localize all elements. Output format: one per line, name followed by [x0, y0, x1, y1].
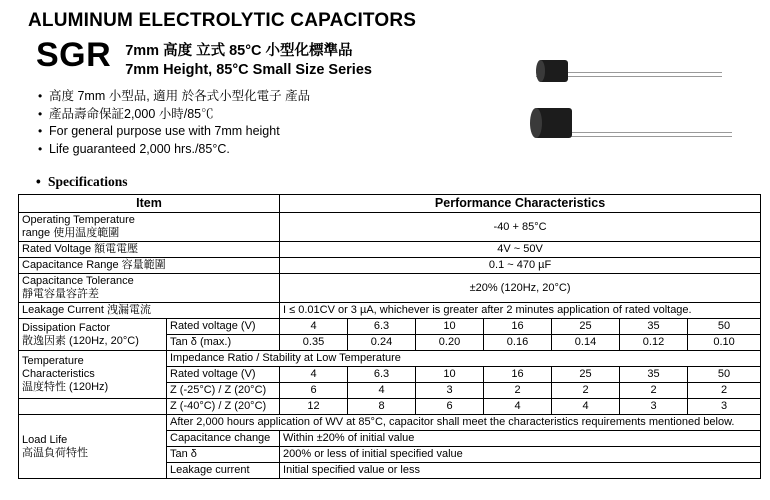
tc-z25-6: 2	[688, 383, 761, 399]
capacitor-image-large	[500, 92, 750, 142]
table-row	[19, 213, 761, 242]
table-row	[19, 303, 761, 319]
df-voltage-3: 16	[484, 319, 552, 335]
series-description	[125, 36, 372, 80]
df-tan-5: 0.12	[620, 335, 688, 351]
table-row	[19, 351, 761, 367]
tc-z25-2: 3	[416, 383, 484, 399]
row-label-line-1: Temperature	[22, 355, 84, 367]
subrow-label-leakage-current: Leakage current	[167, 463, 280, 479]
subrow-value-capacitance-change: Within ±20% of initial value	[280, 431, 761, 447]
df-tan-0: 0.35	[280, 335, 348, 351]
specifications-heading: • Specifications	[36, 174, 756, 190]
row-label-leakage-current: Leakage Current 洩漏電流	[19, 303, 280, 319]
subrow-label-rated-voltage: Rated voltage (V)	[167, 367, 280, 383]
row-value-operating-temperature: -40 + 85°C	[280, 213, 761, 242]
tc-voltage-4: 25	[552, 367, 620, 383]
subrow-value-tan-delta: 200% or less of initial specified value	[280, 447, 761, 463]
column-header-item: Item	[19, 195, 280, 213]
row-label-line-1: Load Life	[22, 433, 68, 446]
row-label-rated-voltage: Rated Voltage 額電電壓	[19, 242, 280, 258]
tc-z40-3: 4	[484, 399, 552, 415]
page-title: ALUMINUM ELECTROLYTIC CAPACITORS	[28, 10, 417, 31]
tc-z40-4: 4	[552, 399, 620, 415]
tc-voltage-1: 6.3	[348, 367, 416, 383]
df-voltage-0: 4	[280, 319, 348, 335]
specifications-table	[18, 194, 761, 479]
df-tan-6: 0.10	[688, 335, 761, 351]
row-label-line-1: Operating Temperature	[22, 214, 135, 226]
list-item: • Life guaranteed 2,000 hrs./85°C.	[38, 141, 756, 159]
tc-z40-6: 3	[688, 399, 761, 415]
tc-z40-2: 6	[416, 399, 484, 415]
row-label-line-1: Capacitance Tolerance	[22, 275, 134, 287]
tc-z40-0: 12	[280, 399, 348, 415]
capacitor-image-small	[536, 38, 756, 82]
column-header-performance: Performance Characteristics	[280, 195, 761, 213]
tc-z25-1: 4	[348, 383, 416, 399]
subrow-label-z40: Z (-40°C) / Z (20°C)	[167, 399, 280, 415]
capacitor-top	[530, 108, 542, 138]
subrow-label-z25: Z (-25°C) / Z (20°C)	[167, 383, 280, 399]
table-row	[19, 258, 761, 274]
row-label-line-2: 散逸因素 (120Hz, 20°C)	[22, 334, 139, 347]
row-value-leakage-current: I ≤ 0.01CV or 3 µA, whichever is greater after 2 minutes application of rated voltage.	[280, 303, 761, 319]
row-label-line-1: Dissipation Factor	[22, 321, 111, 334]
row-label-temperature-characteristics	[19, 351, 167, 399]
table-row	[19, 274, 761, 303]
subrow-label-tan-delta: Tan δ (max.)	[167, 335, 280, 351]
capacitor-lead	[552, 136, 732, 137]
df-voltage-4: 25	[552, 319, 620, 335]
df-voltage-1: 6.3	[348, 319, 416, 335]
row-value-capacitance-range: 0.1 ~ 470 µF	[280, 258, 761, 274]
capacitor-top	[536, 60, 545, 82]
row-label-load-life	[19, 415, 167, 479]
df-voltage-6: 50	[688, 319, 761, 335]
table-row	[19, 415, 761, 431]
table-row	[19, 242, 761, 258]
load-life-header: After 2,000 hours application of WV at 85°C, capacitor shall meet the characteristics requirements mentioned below.	[167, 415, 761, 431]
tc-voltage-3: 16	[484, 367, 552, 383]
series-desc-line-2: 7mm Height, 85°C Small Size Series	[125, 62, 372, 78]
row-label-dissipation-factor	[19, 319, 167, 351]
list-item: • 高度 7mm 小型品, 適用 於各式小型化電子 產品	[38, 88, 756, 106]
subrow-label-tan-delta: Tan δ	[167, 447, 280, 463]
row-label-line-3: 温度特性 (120Hz)	[22, 381, 109, 393]
tc-z40-1: 8	[348, 399, 416, 415]
row-value-rated-voltage: 4V ~ 50V	[280, 242, 761, 258]
tc-z25-5: 2	[620, 383, 688, 399]
table-row	[19, 399, 761, 415]
row-label-capacitance-tolerance	[19, 274, 280, 303]
row-label-line-2: Characteristics	[22, 368, 95, 380]
capacitor-lead	[552, 132, 732, 133]
df-voltage-5: 35	[620, 319, 688, 335]
row-label-line-2: range 使用温度範圍	[22, 227, 120, 239]
df-tan-3: 0.16	[484, 335, 552, 351]
tc-z25-3: 2	[484, 383, 552, 399]
spacer-cell	[19, 399, 167, 415]
subrow-value-leakage-current: Initial specified value or less	[280, 463, 761, 479]
series-desc-line-1: 7mm 高度 立式 85°C 小型化標準品	[125, 43, 353, 59]
tc-voltage-0: 4	[280, 367, 348, 383]
list-item: • For general purpose use with 7mm height	[38, 123, 756, 141]
df-tan-4: 0.14	[552, 335, 620, 351]
tc-z40-5: 3	[620, 399, 688, 415]
tc-voltage-2: 10	[416, 367, 484, 383]
temp-char-header: Impedance Ratio / Stability at Low Temperature	[167, 351, 761, 367]
tc-voltage-5: 35	[620, 367, 688, 383]
df-tan-2: 0.20	[416, 335, 484, 351]
row-label-line-2: 靜電容量容許差	[22, 288, 99, 300]
capacitor-illustrations	[536, 30, 756, 150]
row-label-capacitance-range: Capacitance Range 容量範圍	[19, 258, 280, 274]
subrow-label-rated-voltage: Rated voltage (V)	[167, 319, 280, 335]
row-label-operating-temperature	[19, 213, 280, 242]
df-tan-1: 0.24	[348, 335, 416, 351]
list-item: • 產品壽命保証2,000 小時/85℃	[38, 106, 756, 124]
table-row	[19, 319, 761, 335]
tc-z25-4: 2	[552, 383, 620, 399]
tc-voltage-6: 50	[688, 367, 761, 383]
series-code: SGR	[36, 36, 112, 74]
table-header-row	[19, 195, 761, 213]
row-label-line-2: 高温負荷特性	[22, 446, 88, 459]
row-value-capacitance-tolerance: ±20% (120Hz, 20°C)	[280, 274, 761, 303]
df-voltage-2: 10	[416, 319, 484, 335]
tc-z25-0: 6	[280, 383, 348, 399]
subrow-label-capacitance-change: Capacitance change	[167, 431, 280, 447]
